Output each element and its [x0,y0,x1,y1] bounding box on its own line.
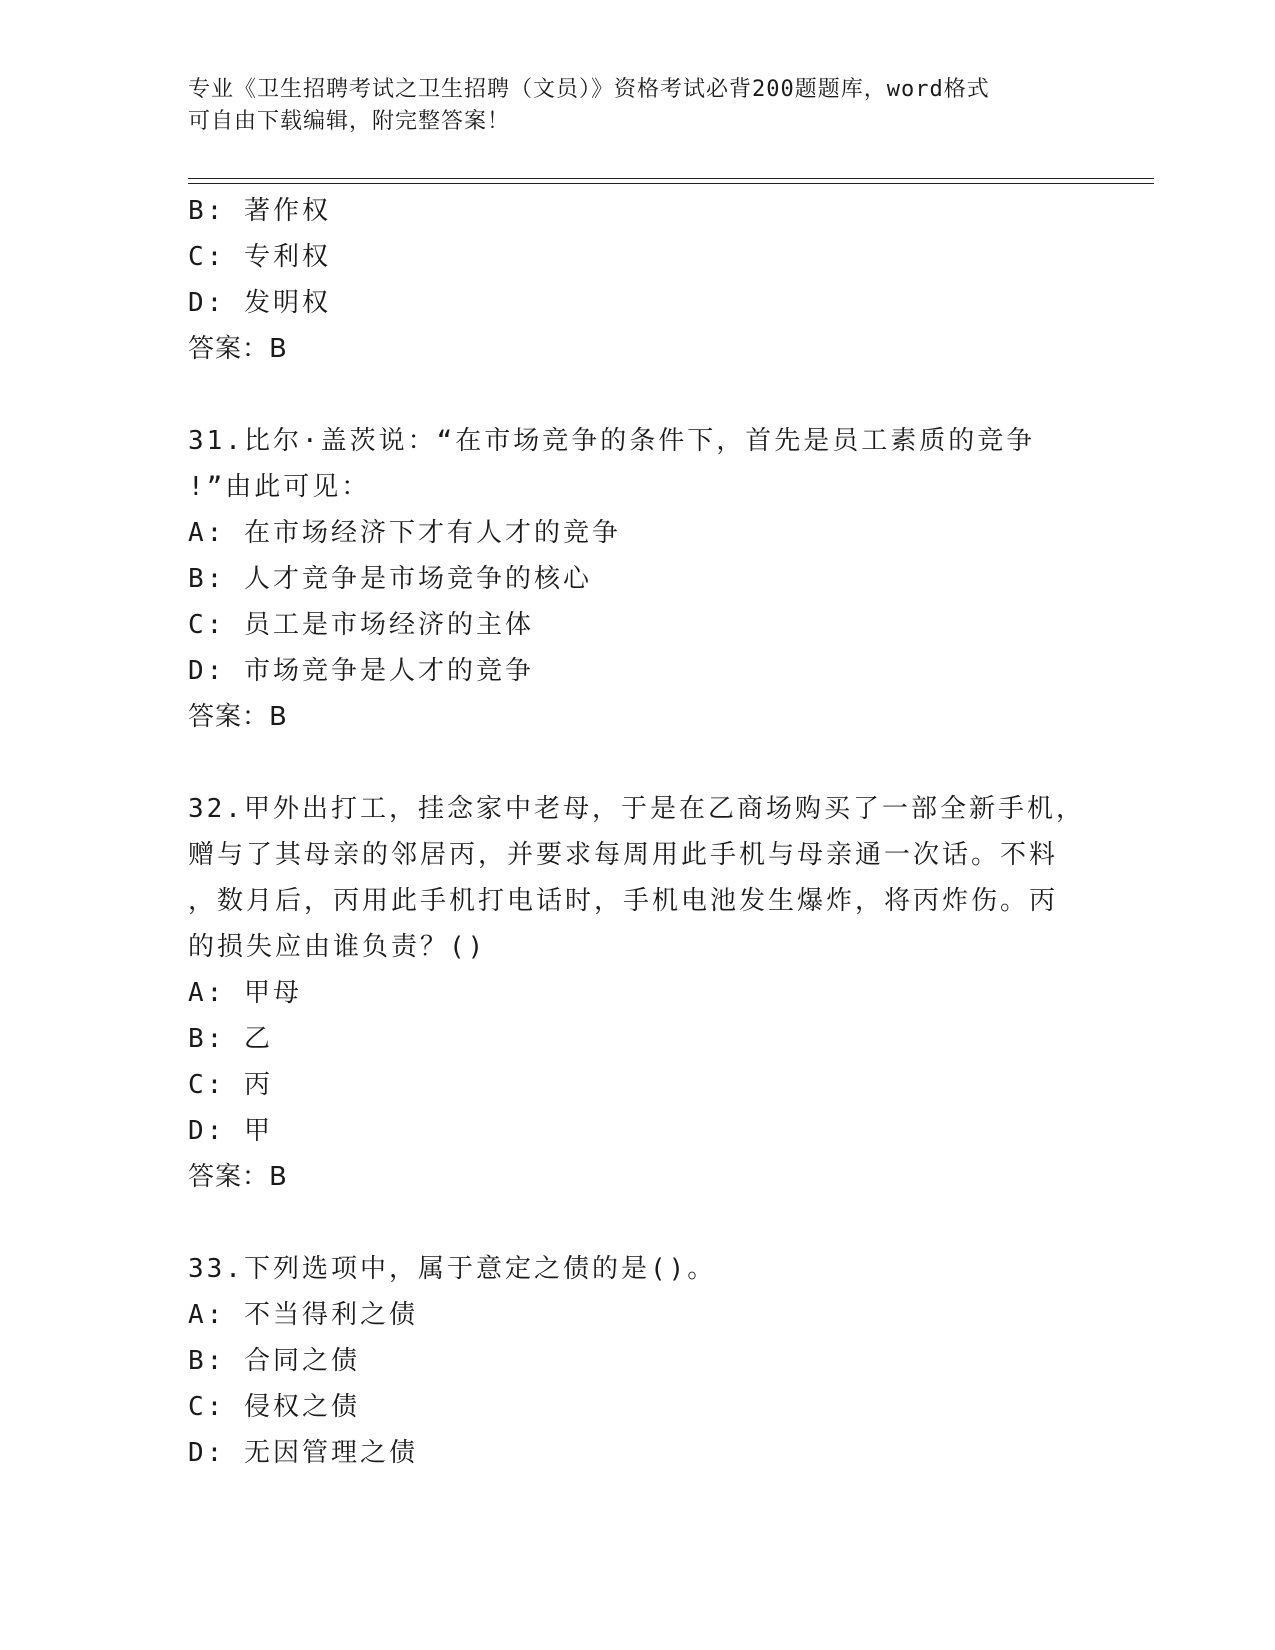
question-text-line: 31.比尔·盖茨说：“在市场竞争的条件下，首先是员工素质的竞争 [188,426,1036,456]
spacer [188,1200,1068,1246]
spacer [188,740,1068,786]
header-divider-top [188,178,1154,179]
spacer [188,372,1068,418]
option-b: B: 乙 [188,1024,273,1054]
question-text-line: ，数月后，丙用此手机打电话时，手机电池发生爆炸，将丙炸伤。丙 [188,886,1059,916]
question-text-line: !”由此可见： [188,472,371,502]
option-a: A: 不当得利之债 [188,1300,418,1330]
option-d: D: 发明权 [188,288,331,318]
prev-question-block [188,188,1068,372]
question-content [188,188,1085,1476]
option-d: D: 市场竞争是人才的竞争 [188,656,534,686]
question-32 [188,786,1085,1200]
option-c: C: 员工是市场经济的主体 [188,610,534,640]
option-c: C: 专利权 [188,242,331,272]
option-b: B: 合同之债 [188,1346,360,1376]
question-33 [188,1246,1068,1476]
option-a: A: 甲母 [188,978,302,1008]
answer-line: 答案：B [188,1162,288,1192]
question-text-line: 的损失应由谁负责？() [188,932,487,962]
header-line-1: 专业《卫生招聘考试之卫生招聘（文员）》资格考试必背200题题库，word格式 [188,77,990,102]
option-c: C: 丙 [188,1070,273,1100]
header-divider-bottom [188,183,1154,184]
option-b: B: 人才竞争是市场竞争的核心 [188,564,592,594]
question-text-line: 赠与了其母亲的邻居丙，并要求每周用此手机与母亲通一次话。不料 [188,840,1059,870]
option-a: A: 在市场经济下才有人才的竞争 [188,518,621,548]
question-text-line: 32.甲外出打工，挂念家中老母，于是在乙商场购买了一部全新手机， [188,794,1085,824]
option-d: D: 甲 [188,1116,273,1146]
question-31 [188,418,1068,740]
option-b: B: 著作权 [188,196,331,226]
header-line-2: 可自由下载编辑，附完整答案！ [188,109,511,134]
question-text-line: 33.下列选项中，属于意定之债的是()。 [188,1254,717,1284]
answer-line: 答案：B [188,334,288,364]
option-d: D: 无因管理之债 [188,1438,418,1468]
option-c: C: 侵权之债 [188,1392,360,1422]
answer-line: 答案：B [188,702,288,732]
page-header [188,74,1088,138]
